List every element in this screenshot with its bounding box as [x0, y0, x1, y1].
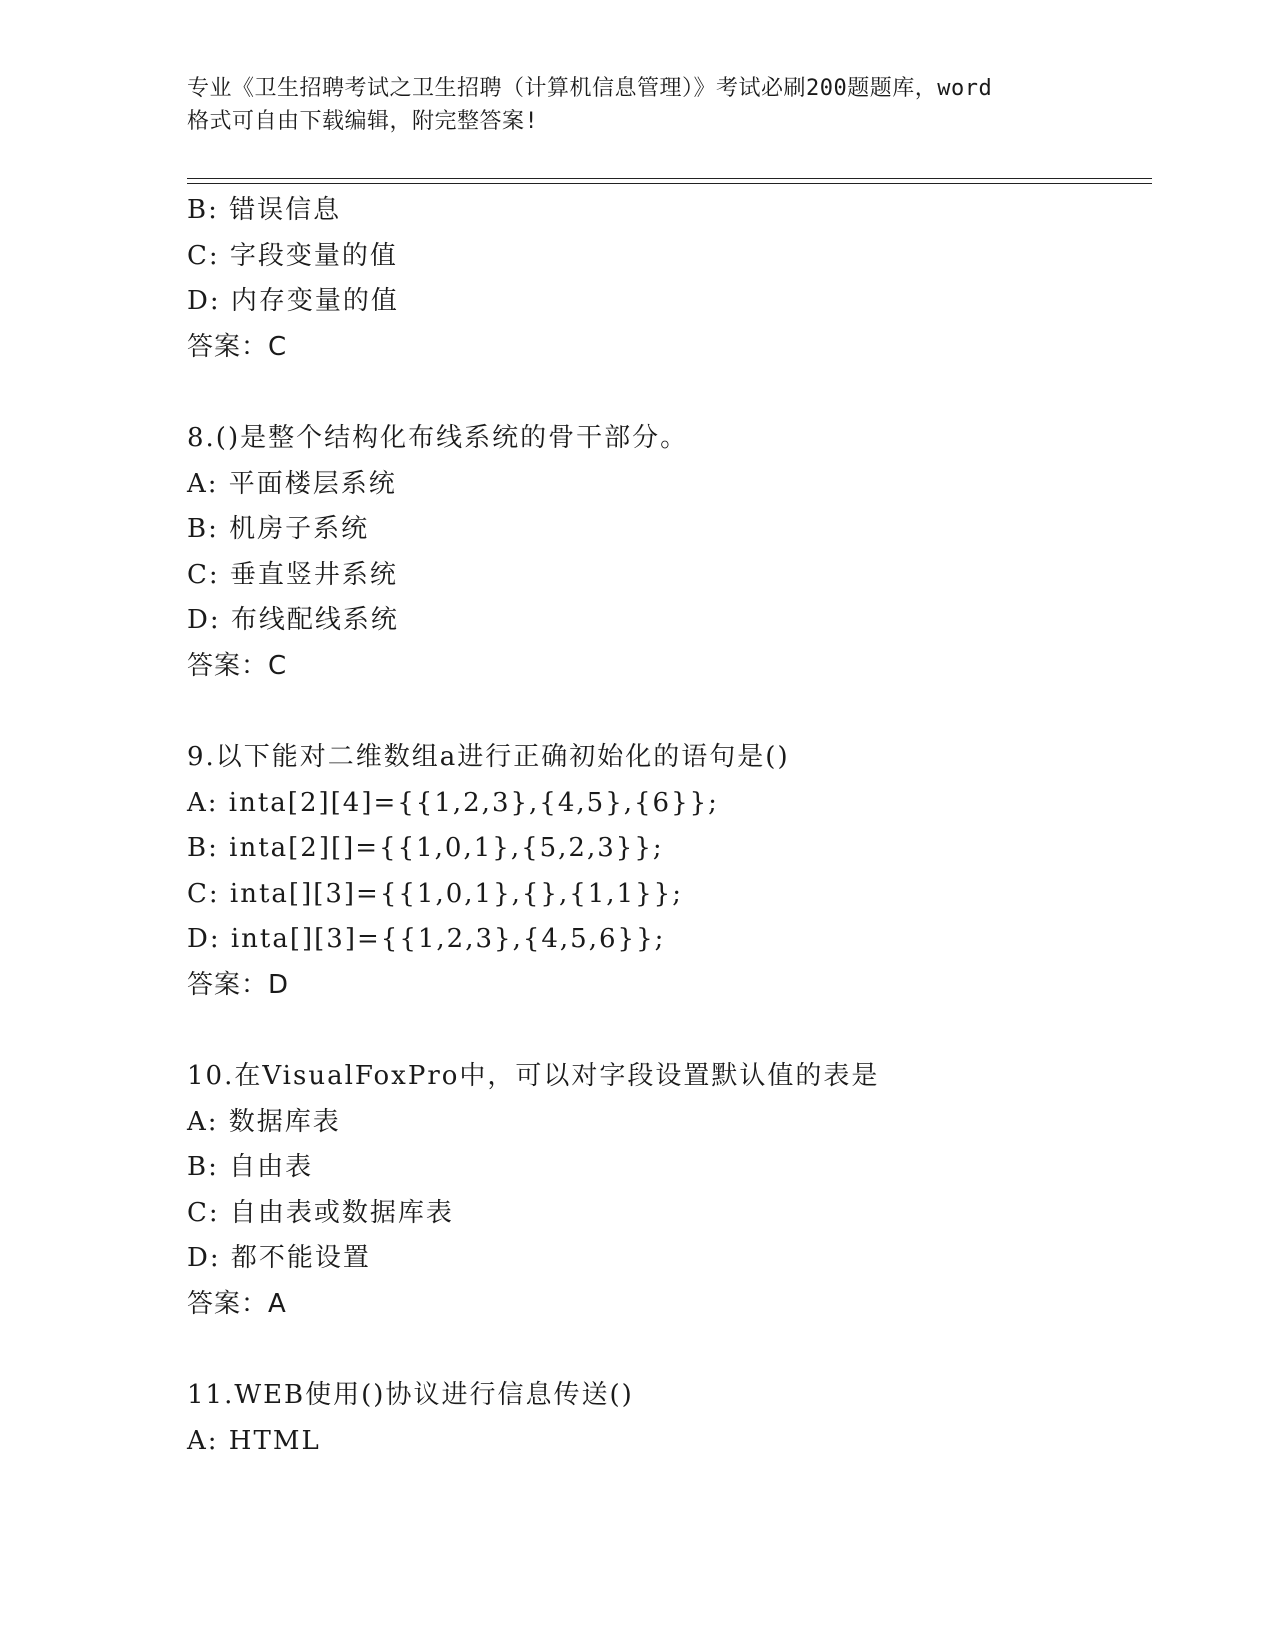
spacer	[187, 1327, 1147, 1373]
answer-line: 答案：C	[187, 650, 288, 681]
option-d: D: 都不能设置	[187, 1243, 371, 1273]
option-b: B: 机房子系统	[187, 514, 370, 544]
answer-line: 答案：A	[187, 1288, 287, 1319]
question-text: 8.()是整个结构化布线系统的骨干部分。	[187, 423, 689, 453]
header-line-1: 专业《卫生招聘考试之卫生招聘（计算机信息管理）》考试必刷200题题库，word	[187, 76, 993, 101]
question-block-9	[187, 735, 1147, 1008]
question-block-8	[187, 416, 1147, 689]
question-text: 11.WEB使用()协议进行信息传送()	[187, 1380, 634, 1410]
option-c: C: 自由表或数据库表	[187, 1197, 454, 1228]
header-divider-top	[187, 178, 1152, 179]
question-text: 9.以下能对二维数组a进行正确初始化的语句是()	[187, 742, 790, 772]
option-b: B: inta[2][]={{1,0,1},{5,2,3}};	[187, 833, 664, 863]
spacer	[187, 370, 1147, 416]
option-d: D: 内存变量的值	[187, 286, 399, 316]
spacer	[187, 689, 1147, 735]
question-block-11	[187, 1373, 1147, 1464]
option-a: A: 数据库表	[187, 1106, 341, 1137]
option-c: C: 垂直竖井系统	[187, 559, 398, 590]
option-b: B: 自由表	[187, 1152, 314, 1182]
question-text: 10.在VisualFoxPro中，可以对字段设置默认值的表是	[187, 1061, 880, 1091]
header-divider-bottom	[187, 183, 1152, 184]
spacer	[187, 1008, 1147, 1054]
option-a: A: HTML	[187, 1425, 321, 1456]
header-line-2: 格式可自由下载编辑，附完整答案!	[187, 109, 539, 134]
option-a: A: 平面楼层系统	[187, 468, 397, 499]
document-header	[187, 72, 1087, 138]
option-c: C: inta[][3]={{1,0,1},{},{1,1}};	[187, 878, 683, 909]
option-d: D: 布线配线系统	[187, 605, 399, 635]
question-block-7	[187, 188, 1147, 370]
answer-line: 答案：D	[187, 969, 290, 1000]
option-c: C: 字段变量的值	[187, 240, 398, 271]
answer-line: 答案：C	[187, 331, 288, 362]
question-block-10	[187, 1054, 1147, 1327]
document-body	[187, 188, 1147, 1464]
option-b: B: 错误信息	[187, 195, 342, 225]
option-d: D: inta[][3]={{1,2,3},{4,5,6}};	[187, 924, 666, 954]
option-a: A: inta[2][4]={{1,2,3},{4,5},{6}};	[187, 787, 719, 818]
